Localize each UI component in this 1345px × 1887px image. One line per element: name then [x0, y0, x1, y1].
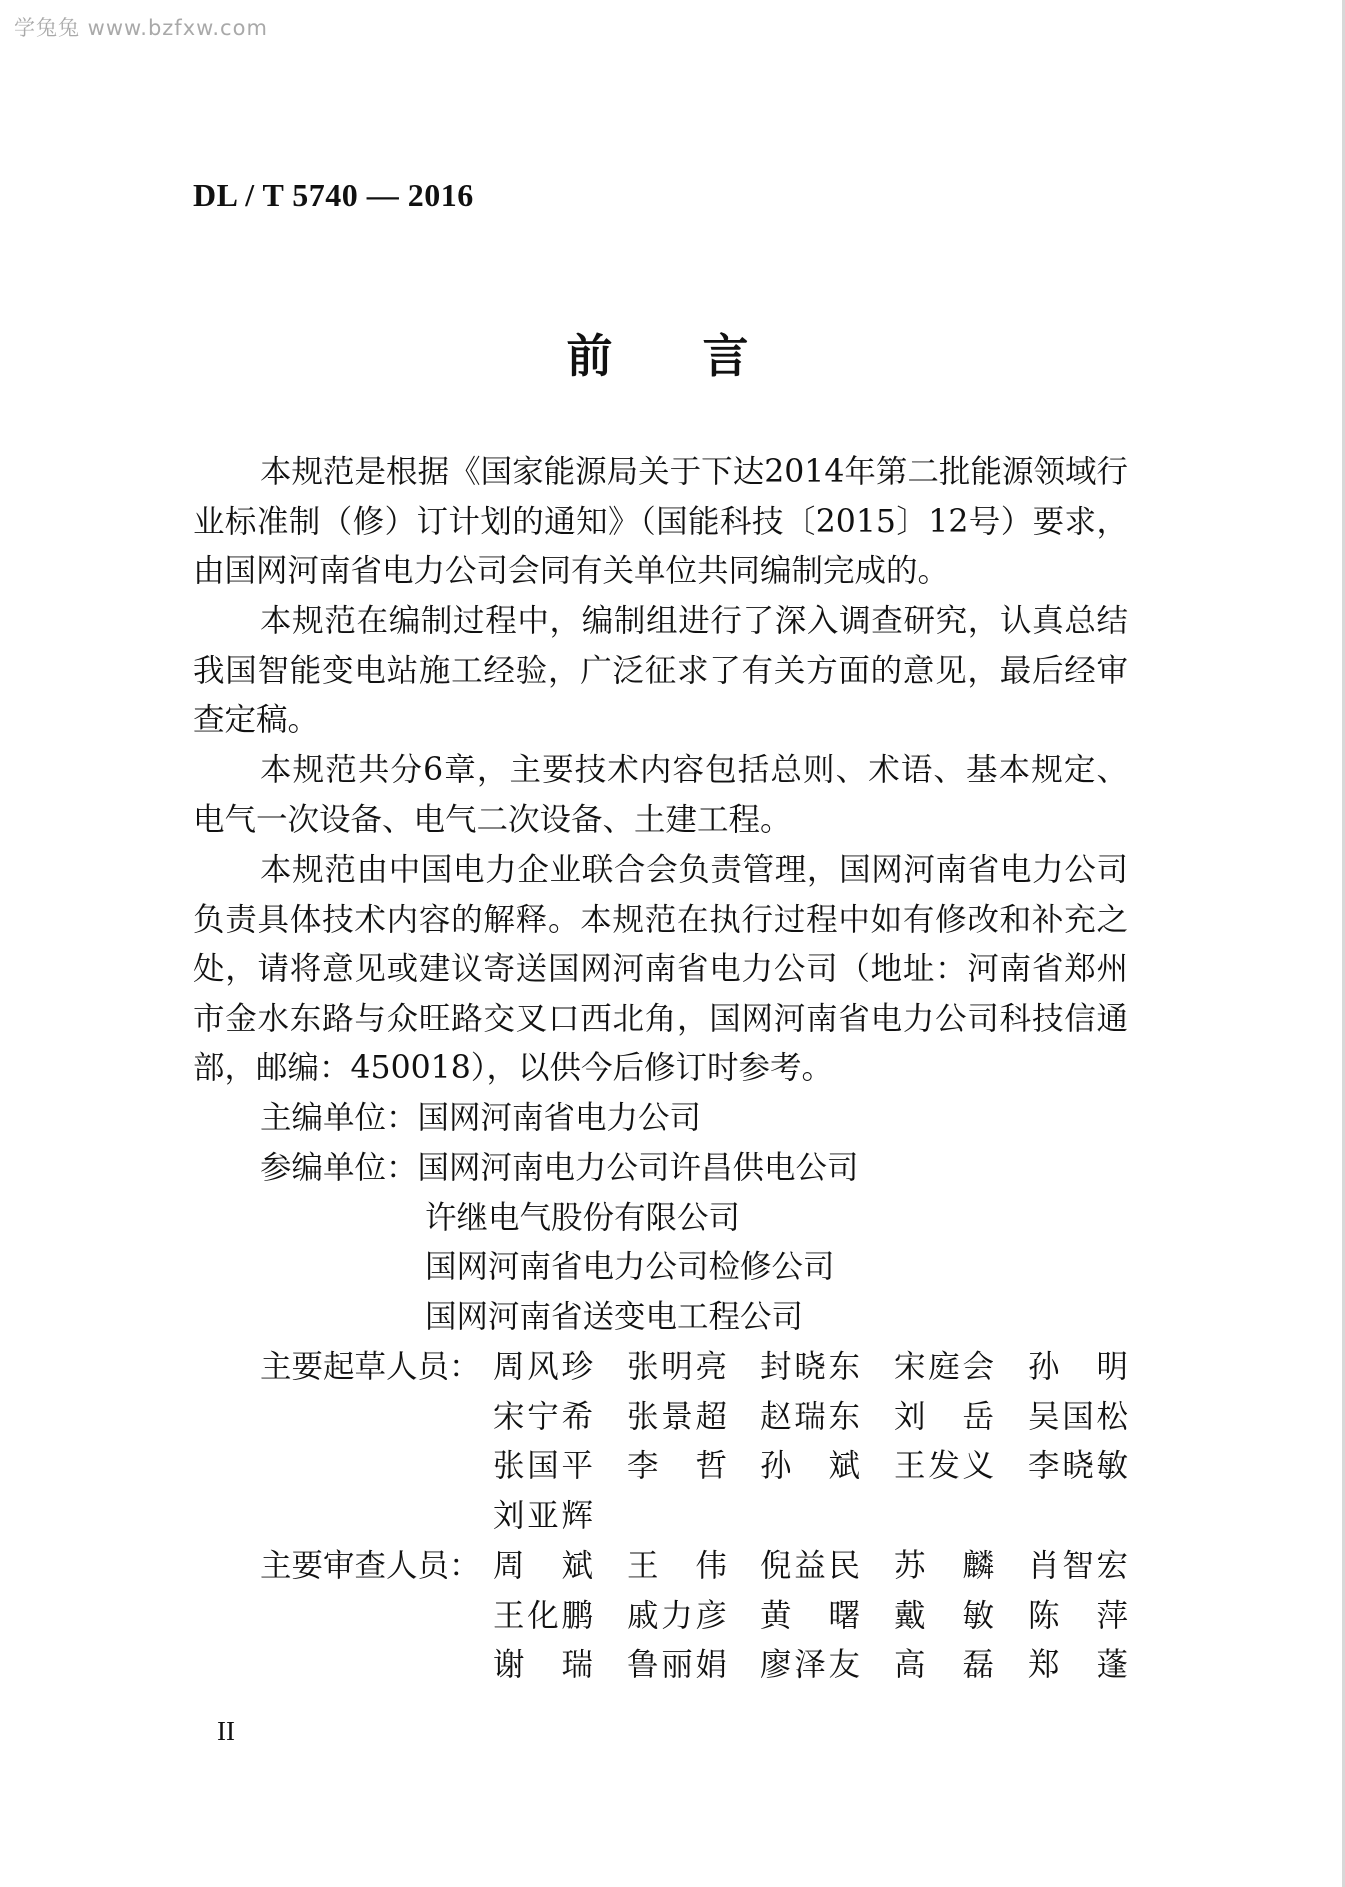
person-name: 廖泽友	[760, 1647, 860, 1683]
person-name: 肖智宏	[1028, 1548, 1128, 1584]
person-name: 王伟	[627, 1548, 727, 1584]
person-name: 孙明	[1028, 1349, 1128, 1385]
person-name: 宋宁希	[493, 1398, 593, 1435]
preface-paragraph-4: 本规范由中国电力企业联合会负责管理，国网河南省电力公司负责具体技术内容的解释。本规范在执行过程中如有修改和补充之处，请将意见或建议寄送国网河南省电力公司（地址：河南省郑州市金水东路与众旺路交叉口西北角，国网河南省电力公司科技信通部，邮编：450018），以供今后修订时参考。	[193, 852, 1128, 1086]
person-name: 王化鹏	[493, 1597, 593, 1634]
person-name: 刘岳	[894, 1398, 994, 1435]
participating-unit: 许继电气股份有限公司	[425, 1200, 741, 1236]
chief-unit	[260, 1094, 701, 1144]
person-name: 黄曙	[760, 1597, 860, 1634]
person-name: 王发义	[894, 1448, 994, 1484]
reviewers-label: 主要审查人员：	[260, 1548, 481, 1584]
drafters-label: 主要起草人员：	[260, 1349, 481, 1385]
person-name: 周风珍	[493, 1349, 593, 1385]
person-name: 高磊	[894, 1647, 994, 1683]
person-name: 倪益民	[760, 1548, 860, 1584]
participating-unit: 国网河南省送变电工程公司	[425, 1299, 804, 1335]
person-name: 戴敏	[894, 1597, 994, 1634]
page-title: 前言	[566, 329, 839, 383]
person-name: 赵瑞东	[760, 1398, 860, 1435]
preface-paragraph-2: 本规范在编制过程中，编制组进行了深入调查研究，认真总结我国智能变电站施工经验，广泛征求了有关方面的意见，最后经审查定稿。	[193, 603, 1128, 738]
person-name: 苏麟	[894, 1548, 994, 1584]
page-number: II	[217, 1716, 235, 1746]
person-name: 谢瑞	[493, 1647, 593, 1683]
person-name: 封晓东	[760, 1349, 860, 1385]
watermark: 学兔兔 www.bzfxw.com	[14, 16, 268, 40]
person-name: 鲁丽娟	[627, 1647, 727, 1683]
person-name: 戚力彦	[627, 1597, 727, 1634]
preface-paragraph-3: 本规范共分6章，主要技术内容包括总则、术语、基本规定、电气一次设备、电气二次设备、土建工程。	[193, 752, 1128, 838]
participating-units	[260, 1144, 859, 1194]
participating-units-label: 参编单位：	[260, 1150, 418, 1186]
person-name: 张明亮	[627, 1349, 727, 1385]
person-name: 周斌	[493, 1548, 593, 1584]
person-name: 张景超	[627, 1398, 727, 1435]
chief-unit-value: 国网河南省电力公司	[417, 1100, 702, 1136]
person-name: 吴国松	[1028, 1398, 1128, 1435]
chief-unit-label: 主编单位：	[260, 1100, 418, 1136]
participating-unit: 国网河南省电力公司检修公司	[425, 1249, 835, 1285]
person-name: 李哲	[627, 1448, 727, 1484]
standard-code: DL / T 5740 — 2016	[193, 177, 474, 213]
person-name: 刘亚辉	[493, 1497, 593, 1534]
person-name: 张国平	[493, 1448, 593, 1484]
person-name: 郑蓬	[1028, 1647, 1128, 1683]
person-name: 孙斌	[760, 1448, 860, 1484]
person-name: 宋庭会	[894, 1349, 994, 1385]
person-name: 李晓敏	[1028, 1448, 1128, 1484]
preface-paragraph-1: 本规范是根据《国家能源局关于下达2014年第二批能源领域行业标准制（修）订计划的通知》（国能科技〔2015〕12号）要求，由国网河南省电力公司会同有关单位共同编制完成的。	[193, 454, 1128, 589]
participating-unit: 国网河南电力公司许昌供电公司	[417, 1150, 859, 1186]
person-name: 陈萍	[1028, 1597, 1128, 1634]
